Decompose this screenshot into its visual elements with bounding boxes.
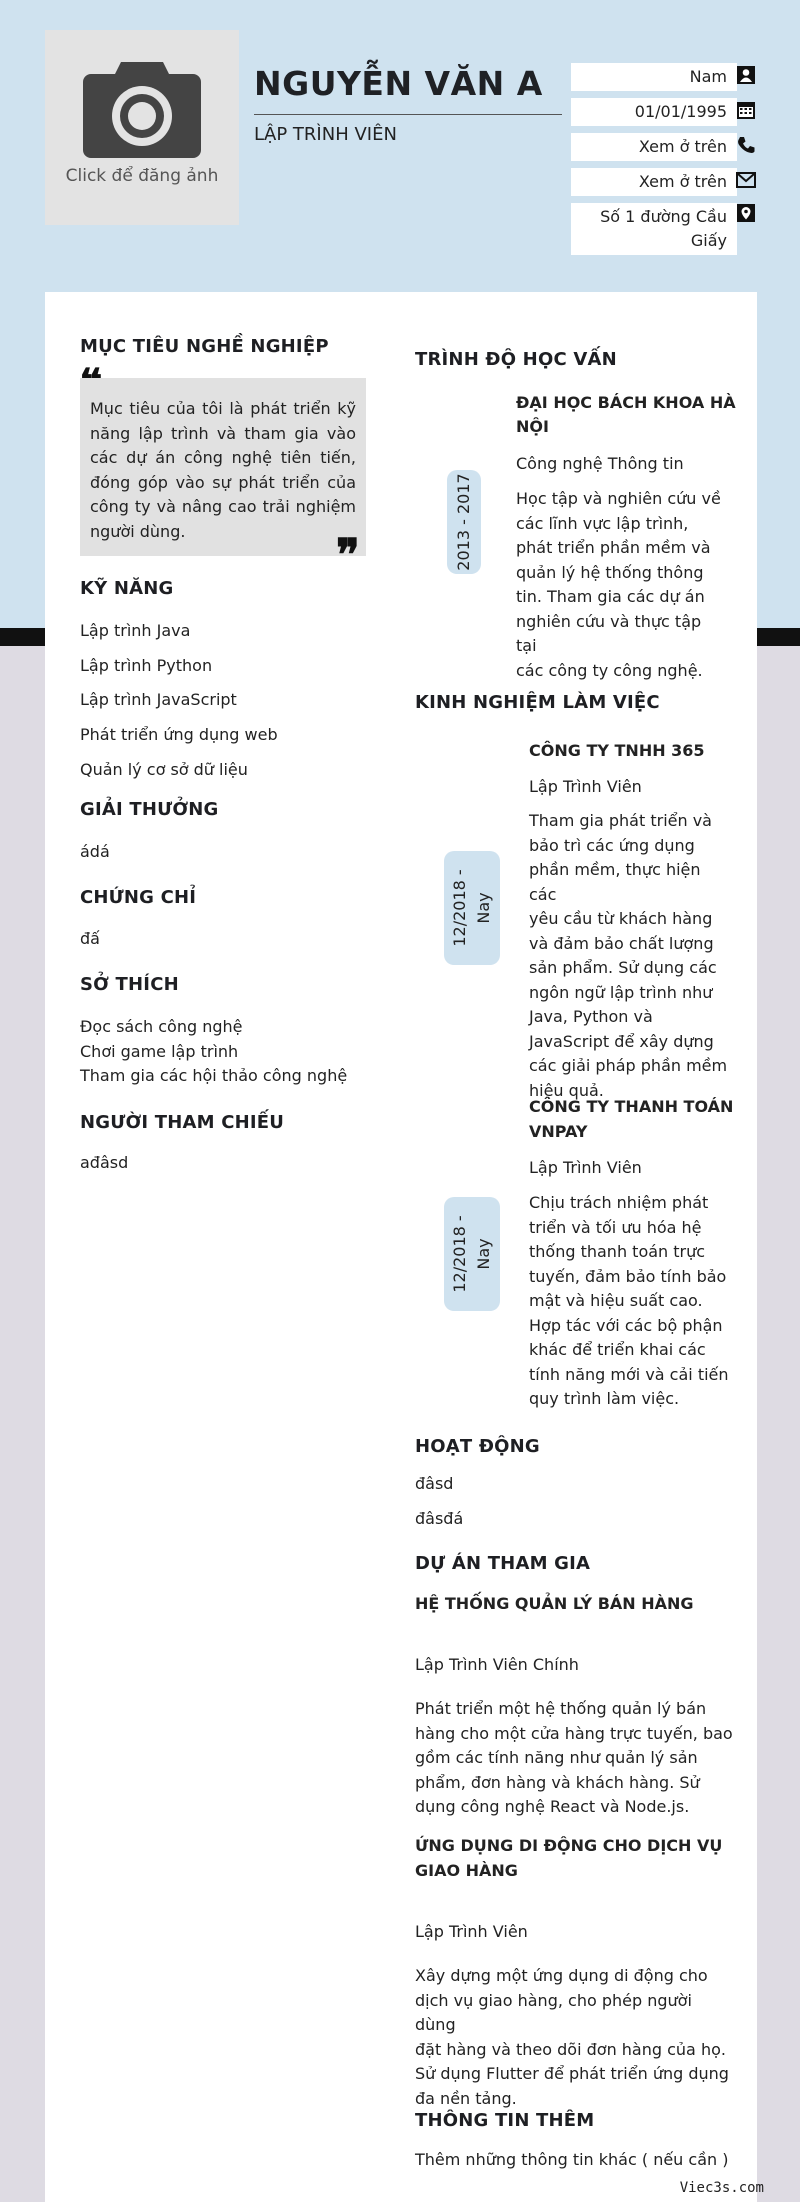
awards-title: GIẢI THƯỞNG (80, 799, 219, 820)
certificates-text[interactable]: đấ (80, 929, 100, 948)
project-name[interactable]: HỆ THỐNG QUẢN LÝ BÁN HÀNG (415, 1594, 694, 1613)
company-name[interactable]: CÔNG TY TNHH 365 (529, 741, 705, 760)
job-period: 12/2018 - Nay (450, 1215, 493, 1293)
school-name-line[interactable]: ĐẠI HỌC BÁCH KHOA HÀ (516, 393, 736, 412)
hobby-item[interactable]: Chơi game lập trình (80, 1042, 239, 1061)
job-role[interactable]: Lập Trình Viên (529, 777, 642, 796)
activity-item[interactable]: đâsd (415, 1474, 454, 1493)
job-period-badge[interactable] (444, 851, 500, 965)
job-period-badge[interactable] (444, 1197, 500, 1311)
objective-text[interactable]: Mục tiêu của tôi là phát triển kỹ năng lập trình và tham gia vào các dự án công nghệ tiên tiến, đóng góp vào sự phát triển của công ty và nâng cao trải nghiệm người dùng. (90, 399, 356, 541)
skill-item[interactable]: Lập trình Java (80, 621, 191, 640)
camera-icon (83, 58, 201, 158)
phone-field[interactable]: Xem ở trên (571, 133, 737, 161)
project-name-line[interactable]: GIAO HÀNG (415, 1861, 518, 1880)
major[interactable]: Công nghệ Thông tin (516, 454, 684, 473)
school-name-line[interactable]: NỘI (516, 417, 549, 436)
job-role[interactable]: Lập Trình Viên (529, 1158, 642, 1177)
skill-item[interactable]: Phát triển ứng dụng web (80, 725, 278, 744)
more-info-title: THÔNG TIN THÊM (415, 2110, 595, 2131)
envelope-icon (736, 170, 756, 190)
education-period: 2013 - 2017 (454, 473, 473, 571)
hobbies-title: SỞ THÍCH (80, 974, 179, 995)
candidate-name[interactable]: NGUYỄN VĂN A (254, 64, 543, 103)
activity-item[interactable]: đâsđá (415, 1509, 464, 1528)
hobby-item[interactable]: Đọc sách công nghệ (80, 1017, 243, 1036)
hobby-item[interactable]: Tham gia các hội thảo công nghệ (80, 1066, 348, 1085)
company-name-line[interactable]: VNPAY (529, 1122, 588, 1141)
job-period: 12/2018 - Nay (450, 869, 493, 947)
email-field[interactable]: Xem ở trên (571, 168, 737, 196)
address-line: Giấy (690, 231, 727, 250)
experience-title: KINH NGHIỆM LÀM VIỆC (415, 692, 660, 713)
birthday-field[interactable]: 01/01/1995 (571, 98, 737, 126)
skill-item[interactable]: Lập trình JavaScript (80, 690, 237, 709)
education-period-badge[interactable] (447, 470, 481, 574)
calendar-icon (736, 100, 756, 120)
project-role[interactable]: Lập Trình Viên Chính (415, 1655, 579, 1674)
company-name-line[interactable]: CÔNG TY THANH TOÁN (529, 1097, 734, 1116)
address-line: Số 1 đường Cầu (600, 207, 727, 226)
awards-text[interactable]: ádá (80, 842, 110, 861)
more-info-text[interactable]: Thêm những thông tin khác ( nếu cần ) (415, 2150, 729, 2169)
job-desc[interactable]: Chịu trách nhiệm phát triển và tối ưu hóa hệ thống thanh toán trực tuyến, đảm bảo tính bảo mật và hiệu suất cao. Hợp tác với các bộ phận khác để triển khai các tính năng mới và cải tiến quy trình làm việc. (529, 1193, 729, 1408)
phone-icon (736, 135, 756, 155)
quote-close-icon: ❞ (336, 530, 360, 581)
education-title: TRÌNH ĐỘ HỌC VẤN (415, 349, 617, 370)
photo-upload[interactable] (45, 30, 239, 225)
project-desc[interactable]: Phát triển một hệ thống quản lý bán hàng cho một cửa hàng trực tuyến, bao gồm các tính năng như quản lý sản phẩm, đơn hàng và khách hàng. Sử dụng công nghệ React và Node.js. (415, 1699, 733, 1816)
project-name-line[interactable]: ỨNG DỤNG DI ĐỘNG CHO DỊCH VỤ (415, 1836, 723, 1855)
skill-item[interactable]: Quản lý cơ sở dữ liệu (80, 760, 248, 779)
watermark: Viec3s.com (679, 2180, 764, 2196)
references-text[interactable]: ađâsd (80, 1153, 129, 1172)
job-desc[interactable]: Tham gia phát triển và bảo trì các ứng dụng phần mềm, thực hiện các yêu cầu từ khách hàng và đảm bảo chất lượng sản phẩm. Sử dụng các ngôn ngữ lập trình như Java, Python và JavaScript để xây dựng các giải pháp phần mềm hiệu quả. (529, 811, 728, 1100)
photo-caption: Click để đăng ảnh (65, 166, 219, 186)
certificates-title: CHỨNG CHỈ (80, 887, 197, 908)
address-field[interactable] (571, 203, 737, 255)
gender-field[interactable]: Nam (571, 63, 737, 91)
skill-item[interactable]: Lập trình Python (80, 656, 213, 675)
projects-title: DỰ ÁN THAM GIA (415, 1553, 591, 1574)
activities-title: HOẠT ĐỘNG (415, 1436, 540, 1457)
job-title[interactable]: LẬP TRÌNH VIÊN (254, 124, 397, 145)
skills-title: KỸ NĂNG (80, 578, 174, 599)
objective-title: MỤC TIÊU NGHỀ NGHIỆP (80, 336, 329, 357)
project-role[interactable]: Lập Trình Viên (415, 1922, 528, 1941)
user-icon (736, 65, 756, 85)
map-pin-icon (736, 203, 756, 223)
education-desc[interactable]: Học tập và nghiên cứu về các lĩnh vực lập trình, phát triển phần mềm và quản lý hệ thống thông tin. Tham gia các dự án nghiên cứu và thực tập tại các công ty công nghệ. (516, 489, 721, 680)
name-underline (254, 114, 562, 115)
project-desc[interactable]: Xây dựng một ứng dụng di động cho dịch vụ giao hàng, cho phép người dùng đặt hàng và theo dõi đơn hàng của họ. Sử dụng Flutter để phát triển ứng dụng đa nền tảng. (415, 1966, 729, 2108)
references-title: NGƯỜI THAM CHIẾU (80, 1112, 285, 1133)
